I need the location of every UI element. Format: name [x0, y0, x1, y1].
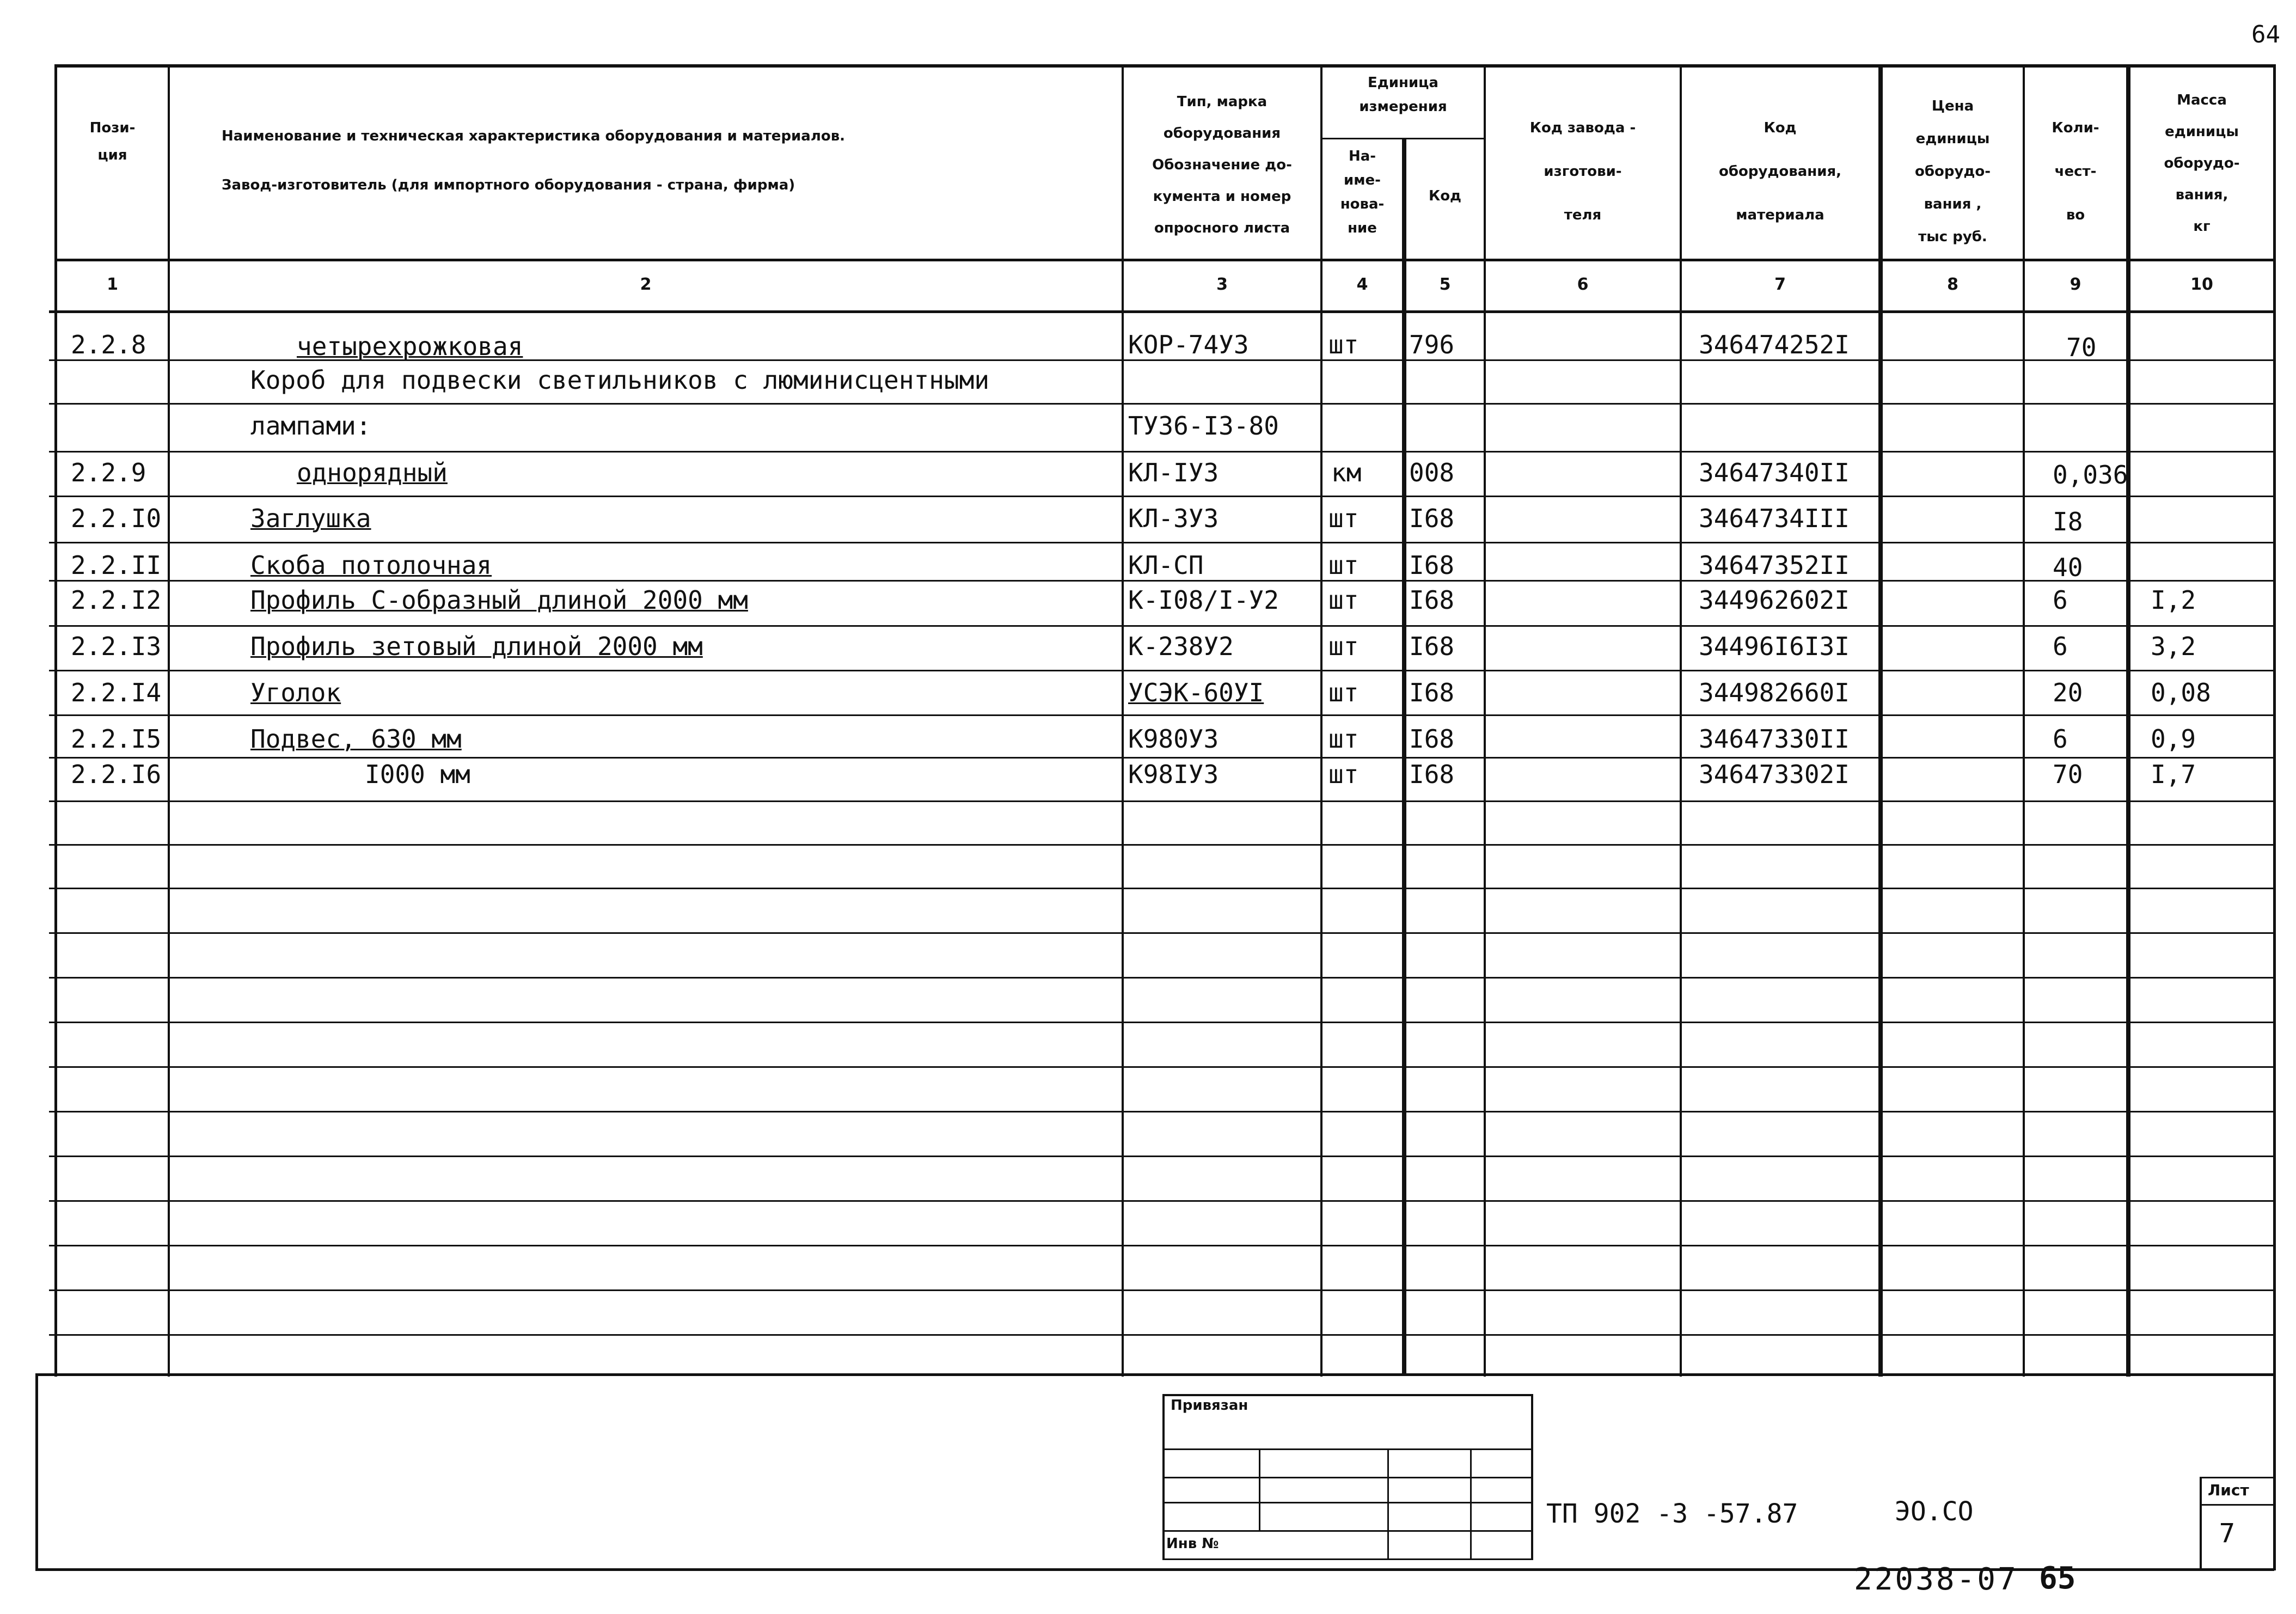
- unit-cell: шт: [1328, 551, 1359, 580]
- qty-cell: I8: [2053, 507, 2083, 536]
- column-number: 9: [2070, 275, 2081, 294]
- code-cell: I68: [1409, 724, 1455, 754]
- name-cell: Уголок: [250, 678, 341, 707]
- document-code: ТП 902 -3 -57.87: [1546, 1499, 1798, 1529]
- equip-code-cell: 346473302I: [1699, 760, 1850, 789]
- position-cell: 2.2.I2: [71, 585, 162, 615]
- header-col8: Цена единицы оборудо- вания , тыс руб.: [1914, 98, 1991, 245]
- column-number: 4: [1356, 275, 1368, 294]
- qty-cell: 20: [2053, 678, 2083, 707]
- header-col1: Пози- ция: [89, 120, 136, 163]
- header-col10: Масса единицы оборудо- вания, кг: [2164, 92, 2240, 235]
- column-number: 7: [1774, 275, 1786, 294]
- position-cell: 2.2.8: [71, 330, 146, 359]
- mass-cell: 0,9: [2151, 724, 2196, 754]
- header-col2: Наименование и техническая характеристика оборудования и материалов. Завод-изготовитель (для импортного оборудования - страна, фирма): [222, 128, 846, 193]
- column-number: 5: [1439, 275, 1451, 294]
- sheet-number: 7: [2219, 1518, 2236, 1549]
- name-cell: I000 мм: [365, 760, 470, 789]
- position-cell: 2.2.I6: [71, 760, 162, 789]
- mass-cell: I,2: [2151, 585, 2196, 615]
- header-col5: Код: [1428, 188, 1462, 204]
- unit-cell: шт: [1328, 632, 1359, 661]
- name-cell: Подвес, 630 мм: [250, 724, 462, 754]
- name-cell: лампами:: [250, 411, 371, 441]
- type-cell: К98IУ3: [1128, 760, 1219, 789]
- column-number: 1: [107, 275, 118, 294]
- type-cell: КЛ-3У3: [1128, 504, 1219, 533]
- name-cell: Заглушка: [250, 504, 371, 533]
- header-col9: Коли- чест- во: [2052, 120, 2099, 223]
- qty-cell: 70: [2066, 333, 2097, 362]
- unit-cell: шт: [1328, 724, 1359, 754]
- equip-code-cell: 34647330II: [1699, 724, 1850, 754]
- type-cell: КЛ-СП: [1128, 551, 1204, 580]
- equip-code-cell: 34647352II: [1699, 551, 1850, 580]
- equip-code-cell: 346474252I: [1699, 330, 1850, 359]
- type-cell: К-I08/I-У2: [1128, 585, 1279, 615]
- equip-code-cell: 3464734III: [1699, 504, 1850, 533]
- qty-cell: 40: [2053, 553, 2083, 582]
- footer-page: 65: [2039, 1561, 2076, 1596]
- qty-cell: 0,036: [2053, 460, 2128, 490]
- unit-cell: шт: [1328, 678, 1359, 707]
- position-cell: 2.2.I5: [71, 724, 162, 754]
- code-cell: I68: [1409, 760, 1455, 789]
- code-cell: 008: [1409, 458, 1455, 487]
- unit-cell: шт: [1328, 330, 1359, 359]
- qty-cell: 6: [2053, 724, 2068, 754]
- code-cell: 796: [1409, 330, 1455, 359]
- mass-cell: I,7: [2151, 760, 2196, 789]
- unit-cell: шт: [1328, 585, 1359, 615]
- name-cell: Скоба потолочная: [250, 551, 492, 580]
- attached-label: Привязан: [1171, 1397, 1248, 1414]
- unit-cell: шт: [1328, 760, 1359, 789]
- code-cell: I68: [1409, 678, 1455, 707]
- top-page-number: 64: [2251, 21, 2280, 48]
- header-col4: На- име- нова- ние: [1340, 148, 1385, 236]
- mass-cell: 0,08: [2151, 678, 2211, 707]
- position-cell: 2.2.II: [71, 551, 162, 580]
- type-cell: К980У3: [1128, 724, 1219, 754]
- qty-cell: 6: [2053, 585, 2068, 615]
- type-cell: УСЭК-60УI: [1128, 678, 1264, 707]
- equip-code-cell: 34647340II: [1699, 458, 1850, 487]
- type-cell: КЛ-IУ3: [1128, 458, 1219, 487]
- equip-code-cell: 344982660I: [1699, 678, 1850, 707]
- name-cell: четырехрожковая: [297, 332, 523, 361]
- header-col7: Код оборудования, материала: [1718, 120, 1842, 223]
- code-cell: I68: [1409, 551, 1455, 580]
- position-cell: 2.2.I4: [71, 678, 162, 707]
- header-unit-group: Единица измерения: [1359, 75, 1447, 115]
- name-cell: Профиль зетовый длиной 2000 мм: [250, 632, 703, 661]
- column-number: 2: [640, 275, 652, 294]
- type-cell: ТУ36-I3-80: [1128, 411, 1279, 441]
- type-cell: КОР-74У3: [1128, 330, 1249, 359]
- inventory-label: Инв №: [1166, 1536, 1219, 1552]
- document-section: ЭО.СО: [1895, 1496, 1974, 1527]
- type-cell: К-238У2: [1128, 632, 1234, 661]
- sheet-label: Лист: [2208, 1481, 2249, 1499]
- code-cell: I68: [1409, 632, 1455, 661]
- column-number: 8: [1947, 275, 1958, 294]
- column-number: 6: [1577, 275, 1589, 294]
- mass-cell: 3,2: [2151, 632, 2196, 661]
- name-cell: Короб для подвески светильников с люминисцентными: [250, 365, 990, 395]
- code-cell: I68: [1409, 504, 1455, 533]
- header-col3: Тип, марка оборудования Обозначение до- кумента и номер опросного листа: [1152, 94, 1292, 236]
- unit-cell: км: [1331, 458, 1362, 487]
- position-cell: 2.2.9: [71, 458, 146, 487]
- column-number: 10: [2190, 275, 2213, 294]
- name-cell: Профиль С-образный длиной 2000 мм: [250, 585, 748, 615]
- unit-cell: шт: [1328, 504, 1359, 533]
- position-cell: 2.2.I0: [71, 504, 162, 533]
- equip-code-cell: 34496I6I3I: [1699, 632, 1850, 661]
- footer-code: 22038-07: [1854, 1562, 2018, 1597]
- header-col6: Код завода - изготови- теля: [1529, 120, 1636, 223]
- position-cell: 2.2.I3: [71, 632, 162, 661]
- qty-cell: 6: [2053, 632, 2068, 661]
- equip-code-cell: 344962602I: [1699, 585, 1850, 615]
- column-number: 3: [1216, 275, 1228, 294]
- qty-cell: 70: [2053, 760, 2083, 789]
- name-cell: однорядный: [297, 458, 448, 487]
- code-cell: I68: [1409, 585, 1455, 615]
